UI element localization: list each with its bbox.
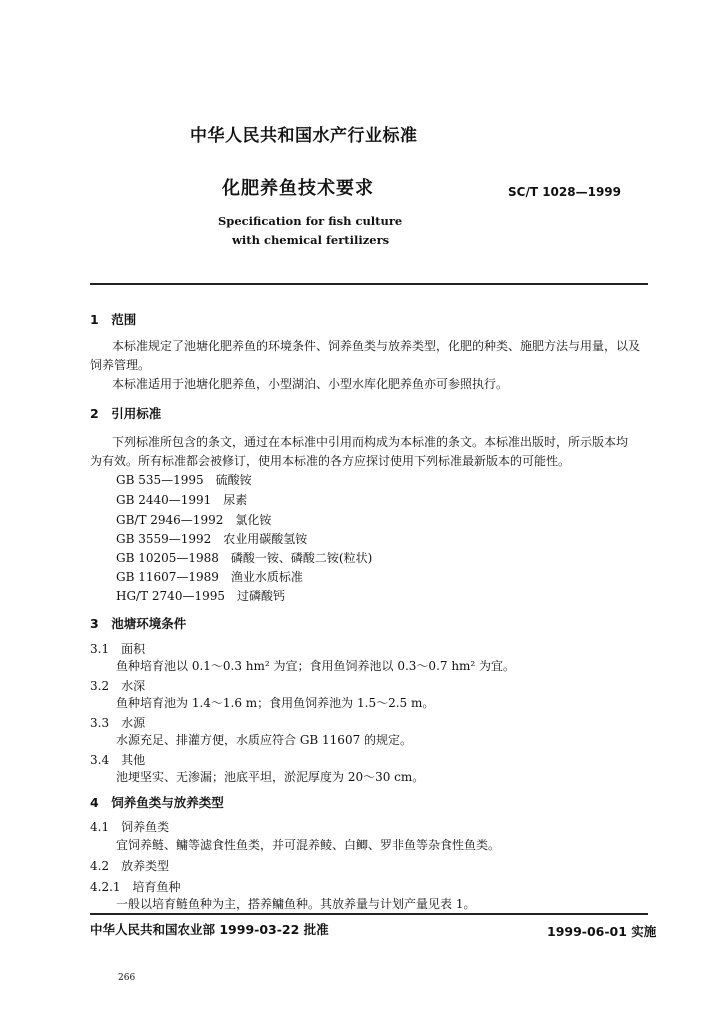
subsection-3-2-heading: 3.2 水深 xyxy=(90,679,146,693)
section-1-heading: 1 范围 xyxy=(90,312,137,327)
subsection-3-3-heading: 3.3 水源 xyxy=(90,716,146,730)
approval-statement: 中华人民共和国农业部 1999-03-22 批准 xyxy=(90,922,329,937)
section-1-paragraph-1: 本标准规定了池塘化肥养鱼的环境条件、饲养鱼类与放养类型，化肥的种类、施肥方法与用量，以及 xyxy=(112,339,641,353)
subsection-3-2-text: 鱼种培育池为 1.4～1.6 m；食用鱼饲养池为 1.5～2.5 m。 xyxy=(116,696,435,710)
section-3-heading: 3 池塘环境条件 xyxy=(90,616,187,631)
section-1-paragraph-1-cont: 饲养管理。 xyxy=(90,358,151,372)
subsection-4-2-1-text: 一般以培育鲢鱼种为主，搭养鳙鱼种。其放养量与计划产量见表 1。 xyxy=(116,897,476,911)
header-divider xyxy=(90,283,648,285)
subsection-4-2-1-heading: 4.2.1 培育鱼种 xyxy=(90,880,181,894)
reference-item: GB 3559—1992 农业用碳酸氢铵 xyxy=(116,532,308,546)
document-title-en-line1: Specification for fish culture xyxy=(218,214,403,228)
subsection-4-1-text: 宜饲养鲢、鳙等滤食性鱼类，并可混养鲮、白鲫、罗非鱼等杂食性鱼类。 xyxy=(116,838,501,852)
reference-item: GB/T 2946—1992 氯化铵 xyxy=(116,513,272,527)
subsection-3-4-heading: 3.4 其他 xyxy=(90,753,146,767)
subsection-3-1-text: 鱼种培育池以 0.1～0.3 hm² 为宜；食用鱼饲养池以 0.3～0.7 hm² 为宜。 xyxy=(116,659,516,673)
section-4-heading: 4 饲养鱼类与放养类型 xyxy=(90,795,224,810)
section-2-heading: 2 引用标准 xyxy=(90,406,162,421)
subsection-4-1-heading: 4.1 饲养鱼类 xyxy=(90,820,170,834)
section-2-paragraph-1-cont: 为有效。所有标准都会被修订，使用本标准的各方应探讨使用下列标准最新版本的可能性。 xyxy=(90,454,571,468)
footer-divider xyxy=(90,913,648,915)
effective-date: 1999-06-01 实施 xyxy=(547,924,657,939)
document-title-cn: 化肥养鱼技术要求 xyxy=(222,178,374,199)
subsection-3-3-text: 水源充足、排灌方便，水质应符合 GB 11607 的规定。 xyxy=(116,733,413,747)
reference-item: GB 10205—1988 磷酸一铵、磷酸二铵(粒状) xyxy=(116,551,373,565)
reference-item: GB 535—1995 硫酸铵 xyxy=(116,473,252,487)
subsection-3-1-heading: 3.1 面积 xyxy=(90,642,146,656)
subsection-4-2-heading: 4.2 放养类型 xyxy=(90,859,170,873)
document-title-en-line2: with chemical fertilizers xyxy=(232,233,390,247)
page-number: 266 xyxy=(118,973,136,983)
subsection-3-4-text: 池埂坚实、无渗漏；池底平坦，淤泥厚度为 20～30 cm。 xyxy=(116,770,425,784)
reference-item: GB 2440—1991 尿素 xyxy=(116,493,248,507)
standard-category: 中华人民共和国水产行业标准 xyxy=(190,126,418,146)
section-2-paragraph-1: 下列标准所包含的条文，通过在本标准中引用而构成为本标准的条文。本标准出版时，所示版本均 xyxy=(112,435,629,449)
standard-code: SC/T 1028—1999 xyxy=(508,185,621,199)
reference-item: HG/T 2740—1995 过磷酸钙 xyxy=(116,589,285,603)
reference-item: GB 11607—1989 渔业水质标准 xyxy=(116,570,303,584)
section-1-paragraph-2: 本标准适用于池塘化肥养鱼，小型湖泊、小型水库化肥养鱼亦可参照执行。 xyxy=(112,377,509,391)
